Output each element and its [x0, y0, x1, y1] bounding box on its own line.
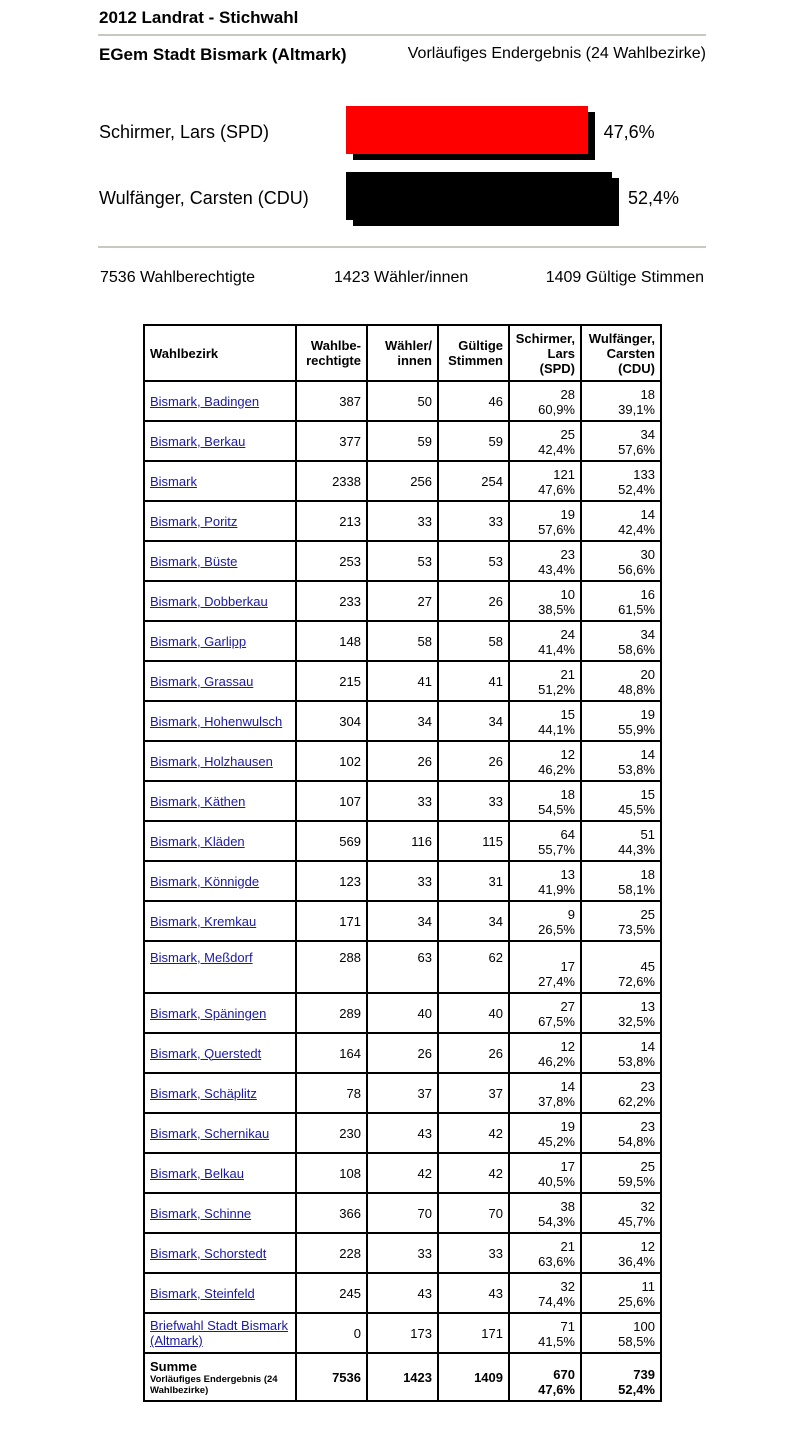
header-valid: Gültige Stimmen — [438, 325, 509, 381]
page-title: 2012 Landrat - Stichwahl — [99, 8, 299, 27]
valid-cell: 37 — [438, 1073, 509, 1113]
spd-cell: 38 54,3% — [509, 1193, 581, 1233]
cdu-cell: 11 25,6% — [581, 1273, 661, 1313]
eligible-cell: 569 — [296, 821, 367, 861]
district-cell — [144, 701, 296, 741]
stat-valid: 1409 Gültige Stimmen — [545, 269, 704, 286]
valid-cell: 34 — [438, 701, 509, 741]
table-row — [144, 1193, 661, 1233]
valid-cell: 40 — [438, 993, 509, 1033]
cdu-cell: 133 52,4% — [581, 461, 661, 501]
district-cell — [144, 461, 296, 501]
cdu-cell: 18 58,1% — [581, 861, 661, 901]
cdu-cell: 34 58,6% — [581, 621, 661, 661]
spd-cell: 12 46,2% — [509, 741, 581, 781]
table-row — [144, 1273, 661, 1313]
spd-cell: 15 44,1% — [509, 701, 581, 741]
district-link[interactable]: Bismark, Holzhausen — [150, 753, 273, 769]
district-link[interactable]: Bismark, Meßdorf — [150, 950, 253, 965]
district-link[interactable]: Bismark, Schernikau — [150, 1125, 270, 1141]
table-row — [144, 661, 661, 701]
header-eligible: Wahlbe- rechtigte — [296, 325, 367, 381]
result-bar-fill — [346, 172, 612, 220]
eligible-cell: 213 — [296, 501, 367, 541]
header-district: Wahlbezirk — [144, 325, 296, 381]
spd-cell: 17 27,4% — [509, 941, 581, 993]
valid-cell: 42 — [438, 1113, 509, 1153]
spd-cell: 71 41,5% — [509, 1313, 581, 1353]
cdu-cell: 15 45,5% — [581, 781, 661, 821]
district-cell — [144, 381, 296, 421]
table-row — [144, 1033, 661, 1073]
voters-cell: 37 — [367, 1073, 438, 1113]
eligible-cell: 366 — [296, 1193, 367, 1233]
eligible-cell: 107 — [296, 781, 367, 821]
cdu-cell: 14 53,8% — [581, 741, 661, 781]
cdu-cell: 34 57,6% — [581, 421, 661, 461]
spd-cell: 21 63,6% — [509, 1233, 581, 1273]
voters-cell: 26 — [367, 741, 438, 781]
divider-top — [98, 34, 706, 36]
sum-valid-cell: 1409 — [438, 1353, 509, 1401]
cdu-cell: 19 55,9% — [581, 701, 661, 741]
eligible-cell: 123 — [296, 861, 367, 901]
table-row — [144, 941, 661, 993]
valid-cell: 171 — [438, 1313, 509, 1353]
district-link[interactable]: Bismark, Berkau — [150, 433, 246, 449]
district-link[interactable]: Bismark, Büste — [150, 553, 238, 569]
spd-cell: 28 60,9% — [509, 381, 581, 421]
district-cell — [144, 1273, 296, 1313]
district-link[interactable]: Bismark, Schinne — [150, 1205, 252, 1221]
eligible-cell: 108 — [296, 1153, 367, 1193]
cdu-cell: 100 58,5% — [581, 1313, 661, 1353]
cdu-cell: 14 42,4% — [581, 501, 661, 541]
valid-cell: 59 — [438, 421, 509, 461]
district-cell — [144, 941, 296, 993]
district-link[interactable]: Bismark, Garlipp — [150, 633, 247, 649]
divider-bottom — [98, 246, 706, 248]
result-bar-spd — [346, 106, 588, 154]
spd-cell: 25 42,4% — [509, 421, 581, 461]
district-link[interactable]: Bismark, Dobberkau — [150, 593, 268, 609]
voters-cell: 43 — [367, 1113, 438, 1153]
candidate-name-spd: Schirmer, Lars (SPD) — [99, 122, 270, 142]
result-percent-spd: 47,6% — [603, 122, 655, 142]
header-voters: Wähler/ innen — [367, 325, 438, 381]
eligible-cell: 164 — [296, 1033, 367, 1073]
spd-cell: 121 47,6% — [509, 461, 581, 501]
eligible-cell: 289 — [296, 993, 367, 1033]
cdu-cell: 30 56,6% — [581, 541, 661, 581]
table-row — [144, 821, 661, 861]
sum-title: Summe — [150, 1358, 197, 1374]
voters-cell: 43 — [367, 1273, 438, 1313]
eligible-cell: 377 — [296, 421, 367, 461]
spd-cell: 24 41,4% — [509, 621, 581, 661]
table-row — [144, 861, 661, 901]
eligible-cell: 148 — [296, 621, 367, 661]
sum-spd-cell: 670 47,6% — [509, 1353, 581, 1401]
voters-cell: 58 — [367, 621, 438, 661]
valid-cell: 34 — [438, 901, 509, 941]
cdu-cell: 25 59,5% — [581, 1153, 661, 1193]
sum-eligible-cell: 7536 — [296, 1353, 367, 1401]
district-link[interactable]: Bismark — [150, 473, 197, 489]
table-row — [144, 741, 661, 781]
eligible-cell: 0 — [296, 1313, 367, 1353]
spd-cell: 19 45,2% — [509, 1113, 581, 1153]
area-name: EGem Stadt Bismark (Altmark) — [99, 45, 347, 64]
table-header-row — [144, 325, 661, 381]
table-row — [144, 1313, 661, 1353]
spd-cell: 10 38,5% — [509, 581, 581, 621]
stat-voters: 1423 Wähler/innen — [334, 269, 469, 286]
district-cell — [144, 581, 296, 621]
result-bar-cdu — [346, 172, 612, 220]
district-cell — [144, 781, 296, 821]
district-link[interactable]: Bismark, Belkau — [150, 1165, 244, 1181]
voters-cell: 70 — [367, 1193, 438, 1233]
valid-cell: 58 — [438, 621, 509, 661]
voters-cell: 41 — [367, 661, 438, 701]
sum-cdu-cell: 739 52,4% — [581, 1353, 661, 1401]
voters-cell: 63 — [367, 941, 438, 993]
eligible-cell: 171 — [296, 901, 367, 941]
valid-cell: 33 — [438, 781, 509, 821]
table-row — [144, 461, 661, 501]
sum-voters-cell: 1423 — [367, 1353, 438, 1401]
valid-cell: 31 — [438, 861, 509, 901]
table-row — [144, 621, 661, 661]
district-link[interactable]: Bismark, Könnigde — [150, 873, 260, 889]
district-link[interactable]: Briefwahl Stadt Bismark (Altmark) — [150, 1318, 288, 1348]
eligible-cell: 215 — [296, 661, 367, 701]
district-cell — [144, 1033, 296, 1073]
cdu-cell: 12 36,4% — [581, 1233, 661, 1273]
voters-cell: 33 — [367, 861, 438, 901]
valid-cell: 62 — [438, 941, 509, 993]
voters-cell: 26 — [367, 1033, 438, 1073]
table-row — [144, 541, 661, 581]
table-row — [144, 781, 661, 821]
sum-label-cell — [144, 1353, 296, 1401]
table-row — [144, 381, 661, 421]
district-link[interactable]: Bismark, Kläden — [150, 833, 245, 849]
eligible-cell: 102 — [296, 741, 367, 781]
cdu-cell: 51 44,3% — [581, 821, 661, 861]
result-percent-cdu: 52,4% — [628, 188, 680, 208]
valid-cell: 41 — [438, 661, 509, 701]
voters-cell: 33 — [367, 501, 438, 541]
spd-cell: 17 40,5% — [509, 1153, 581, 1193]
cdu-cell: 16 61,5% — [581, 581, 661, 621]
voters-cell: 33 — [367, 1233, 438, 1273]
valid-cell: 26 — [438, 741, 509, 781]
spd-cell: 21 51,2% — [509, 661, 581, 701]
spd-cell: 18 54,5% — [509, 781, 581, 821]
spd-cell: 23 43,4% — [509, 541, 581, 581]
spd-cell: 9 26,5% — [509, 901, 581, 941]
valid-cell: 33 — [438, 501, 509, 541]
valid-cell: 46 — [438, 381, 509, 421]
eligible-cell: 288 — [296, 941, 367, 993]
valid-cell: 26 — [438, 581, 509, 621]
table-row — [144, 701, 661, 741]
table-row — [144, 501, 661, 541]
spd-cell: 64 55,7% — [509, 821, 581, 861]
table-row — [144, 1233, 661, 1273]
valid-cell: 33 — [438, 1233, 509, 1273]
candidate-name-cdu: Wulfänger, Carsten (CDU) — [99, 188, 309, 208]
sum-subtitle: Vorläufiges Endergebnis (24 Wahlbezirke) — [150, 1373, 278, 1396]
voters-cell: 50 — [367, 381, 438, 421]
spd-cell: 12 46,2% — [509, 1033, 581, 1073]
voters-cell: 42 — [367, 1153, 438, 1193]
district-cell — [144, 1233, 296, 1273]
district-cell — [144, 1113, 296, 1153]
table-row — [144, 421, 661, 461]
district-link[interactable]: Bismark, Schorstedt — [150, 1245, 267, 1261]
district-link[interactable]: Bismark, Querstedt — [150, 1045, 262, 1061]
header-spd: Schirmer, Lars (SPD) — [509, 325, 581, 381]
cdu-cell: 23 54,8% — [581, 1113, 661, 1153]
sum-row — [144, 1353, 661, 1401]
district-cell — [144, 541, 296, 581]
cdu-cell: 20 48,8% — [581, 661, 661, 701]
district-cell — [144, 821, 296, 861]
district-cell — [144, 1313, 296, 1353]
cdu-cell: 14 53,8% — [581, 1033, 661, 1073]
district-cell — [144, 1193, 296, 1233]
voters-cell: 34 — [367, 901, 438, 941]
valid-cell: 254 — [438, 461, 509, 501]
eligible-cell: 230 — [296, 1113, 367, 1153]
district-cell — [144, 993, 296, 1033]
table-row — [144, 901, 661, 941]
valid-cell: 26 — [438, 1033, 509, 1073]
table-row — [144, 1153, 661, 1193]
cdu-cell: 25 73,5% — [581, 901, 661, 941]
spd-cell: 19 57,6% — [509, 501, 581, 541]
spd-cell: 32 74,4% — [509, 1273, 581, 1313]
district-cell — [144, 741, 296, 781]
eligible-cell: 245 — [296, 1273, 367, 1313]
voters-cell: 59 — [367, 421, 438, 461]
district-link[interactable]: Bismark, Steinfeld — [150, 1285, 255, 1301]
results-table — [143, 324, 662, 1402]
eligible-cell: 2338 — [296, 461, 367, 501]
table-row — [144, 581, 661, 621]
table-row — [144, 1113, 661, 1153]
district-cell — [144, 1073, 296, 1113]
voters-cell: 34 — [367, 701, 438, 741]
spd-cell: 14 37,8% — [509, 1073, 581, 1113]
eligible-cell: 387 — [296, 381, 367, 421]
district-cell — [144, 1153, 296, 1193]
eligible-cell: 228 — [296, 1233, 367, 1273]
district-cell — [144, 661, 296, 701]
voters-cell: 53 — [367, 541, 438, 581]
valid-cell: 43 — [438, 1273, 509, 1313]
district-link[interactable]: Bismark, Hohenwulsch — [150, 713, 283, 729]
cdu-cell: 32 45,7% — [581, 1193, 661, 1233]
district-link[interactable]: Bismark, Poritz — [150, 513, 238, 529]
result-status: Vorläufiges Endergebnis (24 Wahlbezirke) — [407, 45, 706, 62]
eligible-cell: 233 — [296, 581, 367, 621]
voters-cell: 40 — [367, 993, 438, 1033]
district-cell — [144, 621, 296, 661]
result-bar-fill — [346, 106, 588, 154]
district-cell — [144, 861, 296, 901]
district-link[interactable]: Bismark, Späningen — [150, 1005, 267, 1021]
district-link[interactable]: Bismark, Kremkau — [150, 913, 257, 929]
header-cdu: Wulfänger, Carsten (CDU) — [581, 325, 661, 381]
voters-cell: 256 — [367, 461, 438, 501]
district-link[interactable]: Bismark, Schäplitz — [150, 1085, 257, 1101]
eligible-cell: 253 — [296, 541, 367, 581]
spd-cell: 27 67,5% — [509, 993, 581, 1033]
eligible-cell: 304 — [296, 701, 367, 741]
stat-eligible: 7536 Wahlberechtigte — [100, 269, 256, 286]
voters-cell: 116 — [367, 821, 438, 861]
district-link[interactable]: Bismark, Badingen — [150, 393, 260, 409]
table-row — [144, 993, 661, 1033]
valid-cell: 115 — [438, 821, 509, 861]
voters-cell: 27 — [367, 581, 438, 621]
district-cell — [144, 421, 296, 461]
valid-cell: 42 — [438, 1153, 509, 1193]
valid-cell: 53 — [438, 541, 509, 581]
table-row — [144, 1073, 661, 1113]
district-cell — [144, 501, 296, 541]
cdu-cell: 13 32,5% — [581, 993, 661, 1033]
valid-cell: 70 — [438, 1193, 509, 1233]
spd-cell: 13 41,9% — [509, 861, 581, 901]
cdu-cell: 18 39,1% — [581, 381, 661, 421]
district-link[interactable]: Bismark, Grassau — [150, 673, 254, 689]
voters-cell: 173 — [367, 1313, 438, 1353]
cdu-cell: 23 62,2% — [581, 1073, 661, 1113]
cdu-cell: 45 72,6% — [581, 941, 661, 993]
district-cell — [144, 901, 296, 941]
eligible-cell: 78 — [296, 1073, 367, 1113]
district-link[interactable]: Bismark, Käthen — [150, 793, 246, 809]
voters-cell: 33 — [367, 781, 438, 821]
